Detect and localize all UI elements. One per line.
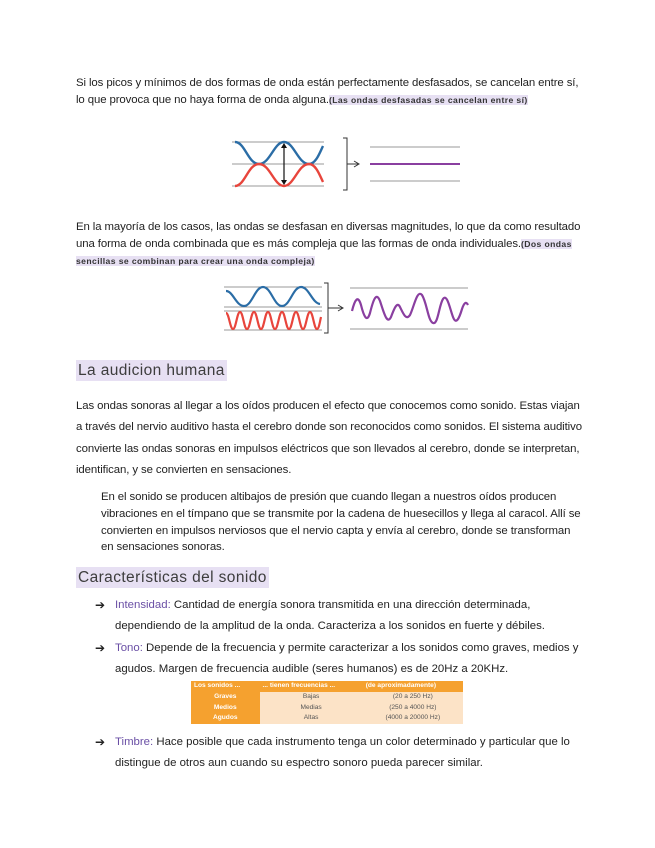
- paragraph-hearing: Las ondas sonoras al llegar a los oídos producen el efecto que conocemos como sonido. Estas viajan a través del nervio auditivo hasta el cerebro donde son reconocidos como sonidos. El sistema auditivo convierte las ondas sonoras en impulsos eléctricos que son llevados al cerebro, donde se interpretan, identifican, y se convierten en sensaciones.: [76, 400, 582, 476]
- section-heading-caracteristicas: Características del sonido: [78, 569, 267, 586]
- term-label: Intensidad:: [115, 599, 171, 611]
- table-cell: (250 a 4000 Hz): [389, 703, 437, 711]
- term-description: Cantidad de energía sonora transmitida en una dirección determinada, dependiendo de la amplitud de la onda. Caracteriza a los sonidos en fuerte y débiles.: [115, 599, 545, 633]
- arrow-bullet-icon: ➔: [95, 640, 106, 655]
- table-cell: Graves: [191, 692, 260, 703]
- red-wave: [235, 164, 323, 186]
- table-row: [191, 692, 463, 703]
- paragraph-phase-cancel: [76, 75, 584, 109]
- bullet-timbre: [95, 732, 585, 775]
- table-cell: Agudos: [191, 713, 260, 724]
- table-row: [191, 713, 463, 724]
- arrow-bullet-icon: ➔: [95, 598, 106, 612]
- image-caption: (Las ondas desfasadas se cancelan entre sí): [328, 95, 528, 105]
- term-label: Tono:: [115, 641, 143, 654]
- table-cell: Medias: [300, 703, 322, 711]
- bracket: [343, 138, 347, 190]
- blue-wave: [235, 142, 323, 164]
- figure-waves-combine: [222, 279, 470, 337]
- characteristics-list-continued: [95, 732, 585, 775]
- bullet-intensidad: [95, 595, 585, 638]
- term-label: Timbre:: [115, 736, 154, 748]
- paragraph-text: Si los picos y mínimos de dos formas de onda están perfectamente desfasados, se cancelan entre sí, lo que provoca que no haya forma de onda alguna.: [76, 77, 579, 106]
- paragraph-pressure: En el sonido se producen altibajos de presión que cuando llegan a nuestros oídos producen vibraciones en el tímpano que se transmite por la cadena de huesecillos y llega al caracol. Allí se convierten en impulsos nerviosos que el nervio capta y envía al cerebro, donde se transforman en sensaciones sonoras.: [101, 491, 581, 554]
- table-cell: Medios: [191, 703, 260, 714]
- bullet-tono: [95, 638, 585, 681]
- section-heading-audicion: La audicion humana: [78, 362, 225, 379]
- term-description: Hace posible que cada instrumento tenga un color determinado y particular que lo distingue de otros aun cuando su espectro sonoro pueda parecer similar.: [115, 736, 570, 770]
- table-cell: Bajas: [302, 692, 320, 700]
- table-header-row: [191, 681, 463, 692]
- characteristics-list: [95, 595, 585, 680]
- complex-result-wave: [352, 294, 468, 323]
- term-description: Depende de la frecuencia y permite caracterizar a los sonidos como graves, medios y agudos. Margen de frecuencia audible (seres humanos) es de 20Hz a 20KHz.: [115, 641, 579, 675]
- table-cell: (20 a 250 Hz): [392, 692, 433, 700]
- frequency-table: [191, 681, 463, 724]
- image-caption: (Dos ondas sencillas se combinan para crear una onda compleja): [76, 239, 572, 266]
- paragraph-text: En la mayoría de los casos, las ondas se desfasan en diversas magnitudes, lo que da como resultado una forma de onda combinada que es más compleja que las formas de onda individuales.: [76, 221, 581, 250]
- arrow-bullet-icon: ➔: [95, 735, 106, 749]
- table-cell: Altas: [303, 714, 319, 722]
- table-header: ... tienen frecuencias ...: [260, 681, 363, 692]
- table-header: Los sonidos ...: [191, 681, 260, 692]
- table-cell: (4000 a 20000 Hz): [385, 714, 441, 722]
- figure-waves-cancel: [232, 134, 462, 194]
- table-row: [191, 703, 463, 714]
- table-header: (de aproximadamente): [363, 681, 463, 692]
- blue-wave: [226, 287, 320, 306]
- paragraph-combined-wave: [76, 219, 584, 270]
- bracket: [324, 283, 328, 333]
- red-wave: [226, 312, 321, 329]
